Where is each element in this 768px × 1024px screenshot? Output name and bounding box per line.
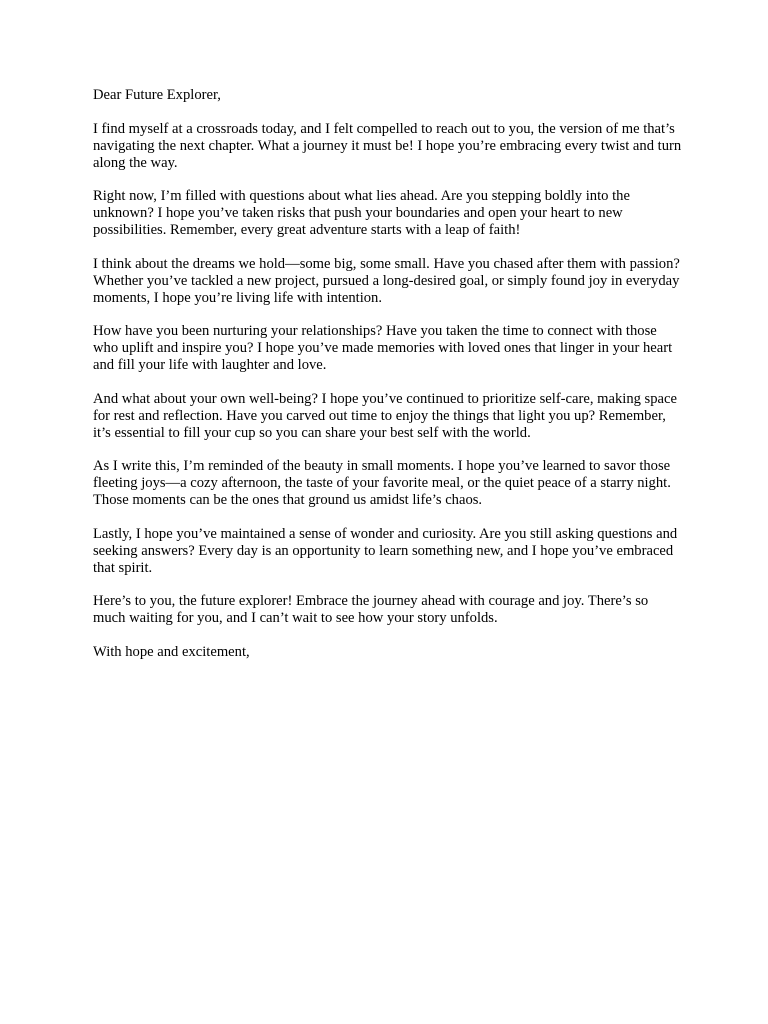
letter-salutation: Dear Future Explorer, <box>93 87 221 103</box>
letter-body <box>93 87 683 677</box>
letter-paragraph-8: Here’s to you, the future explorer! Embrace the journey ahead with courage and joy. There’s so much waiting for you, and I can’t wait to see how your story unfolds. <box>93 593 649 626</box>
letter-paragraph-6: As I write this, I’m reminded of the beauty in small moments. I hope you’ve learned to savor those fleeting joys—a cozy afternoon, the taste of your favorite meal, or the quiet peace of a starry night. Those moments can be the ones that ground us amidst life’s chaos. <box>93 458 671 508</box>
letter-paragraph-5: And what about your own well-being? I hope you’ve continued to prioritize self-care, making space for rest and reflection. Have you carved out time to enjoy the things that light you up? Remember, it’s essential to fill your cup so you can share your best self with the world. <box>93 390 677 441</box>
letter-paragraph-2: Right now, I’m filled with questions about what lies ahead. Are you stepping boldly into the unknown? I hope you’ve taken risks that push your boundaries and open your heart to new possibilities. Remember, every great adventure starts with a leap of faith! <box>93 188 630 238</box>
letter-paragraph-7: Lastly, I hope you’ve maintained a sense of wonder and curiosity. Are you still asking questions and seeking answers? Every day is an opportunity to learn something new, and I hope you’ve embraced that spirit. <box>93 525 678 576</box>
letter-paragraph-1: I find myself at a crossroads today, and I felt compelled to reach out to you, the version of me that’s navigating the next chapter. What a journey it must be! I hope you’re embracing every twist and turn along the way. <box>93 120 682 171</box>
letter-paragraph-3: I think about the dreams we hold—some big, some small. Have you chased after them with passion? Whether you’ve tackled a new project, pursued a long-desired goal, or simply found joy in everyday moments, I hope you’re living life with intention. <box>93 255 680 306</box>
letter-closing: With hope and excitement, <box>93 643 250 660</box>
letter-paragraph-4: How have you been nurturing your relationships? Have you taken the time to connect with those who uplift and inspire you? I hope you’ve made memories with loved ones that linger in your heart and fill your life with laughter and love. <box>93 323 673 373</box>
